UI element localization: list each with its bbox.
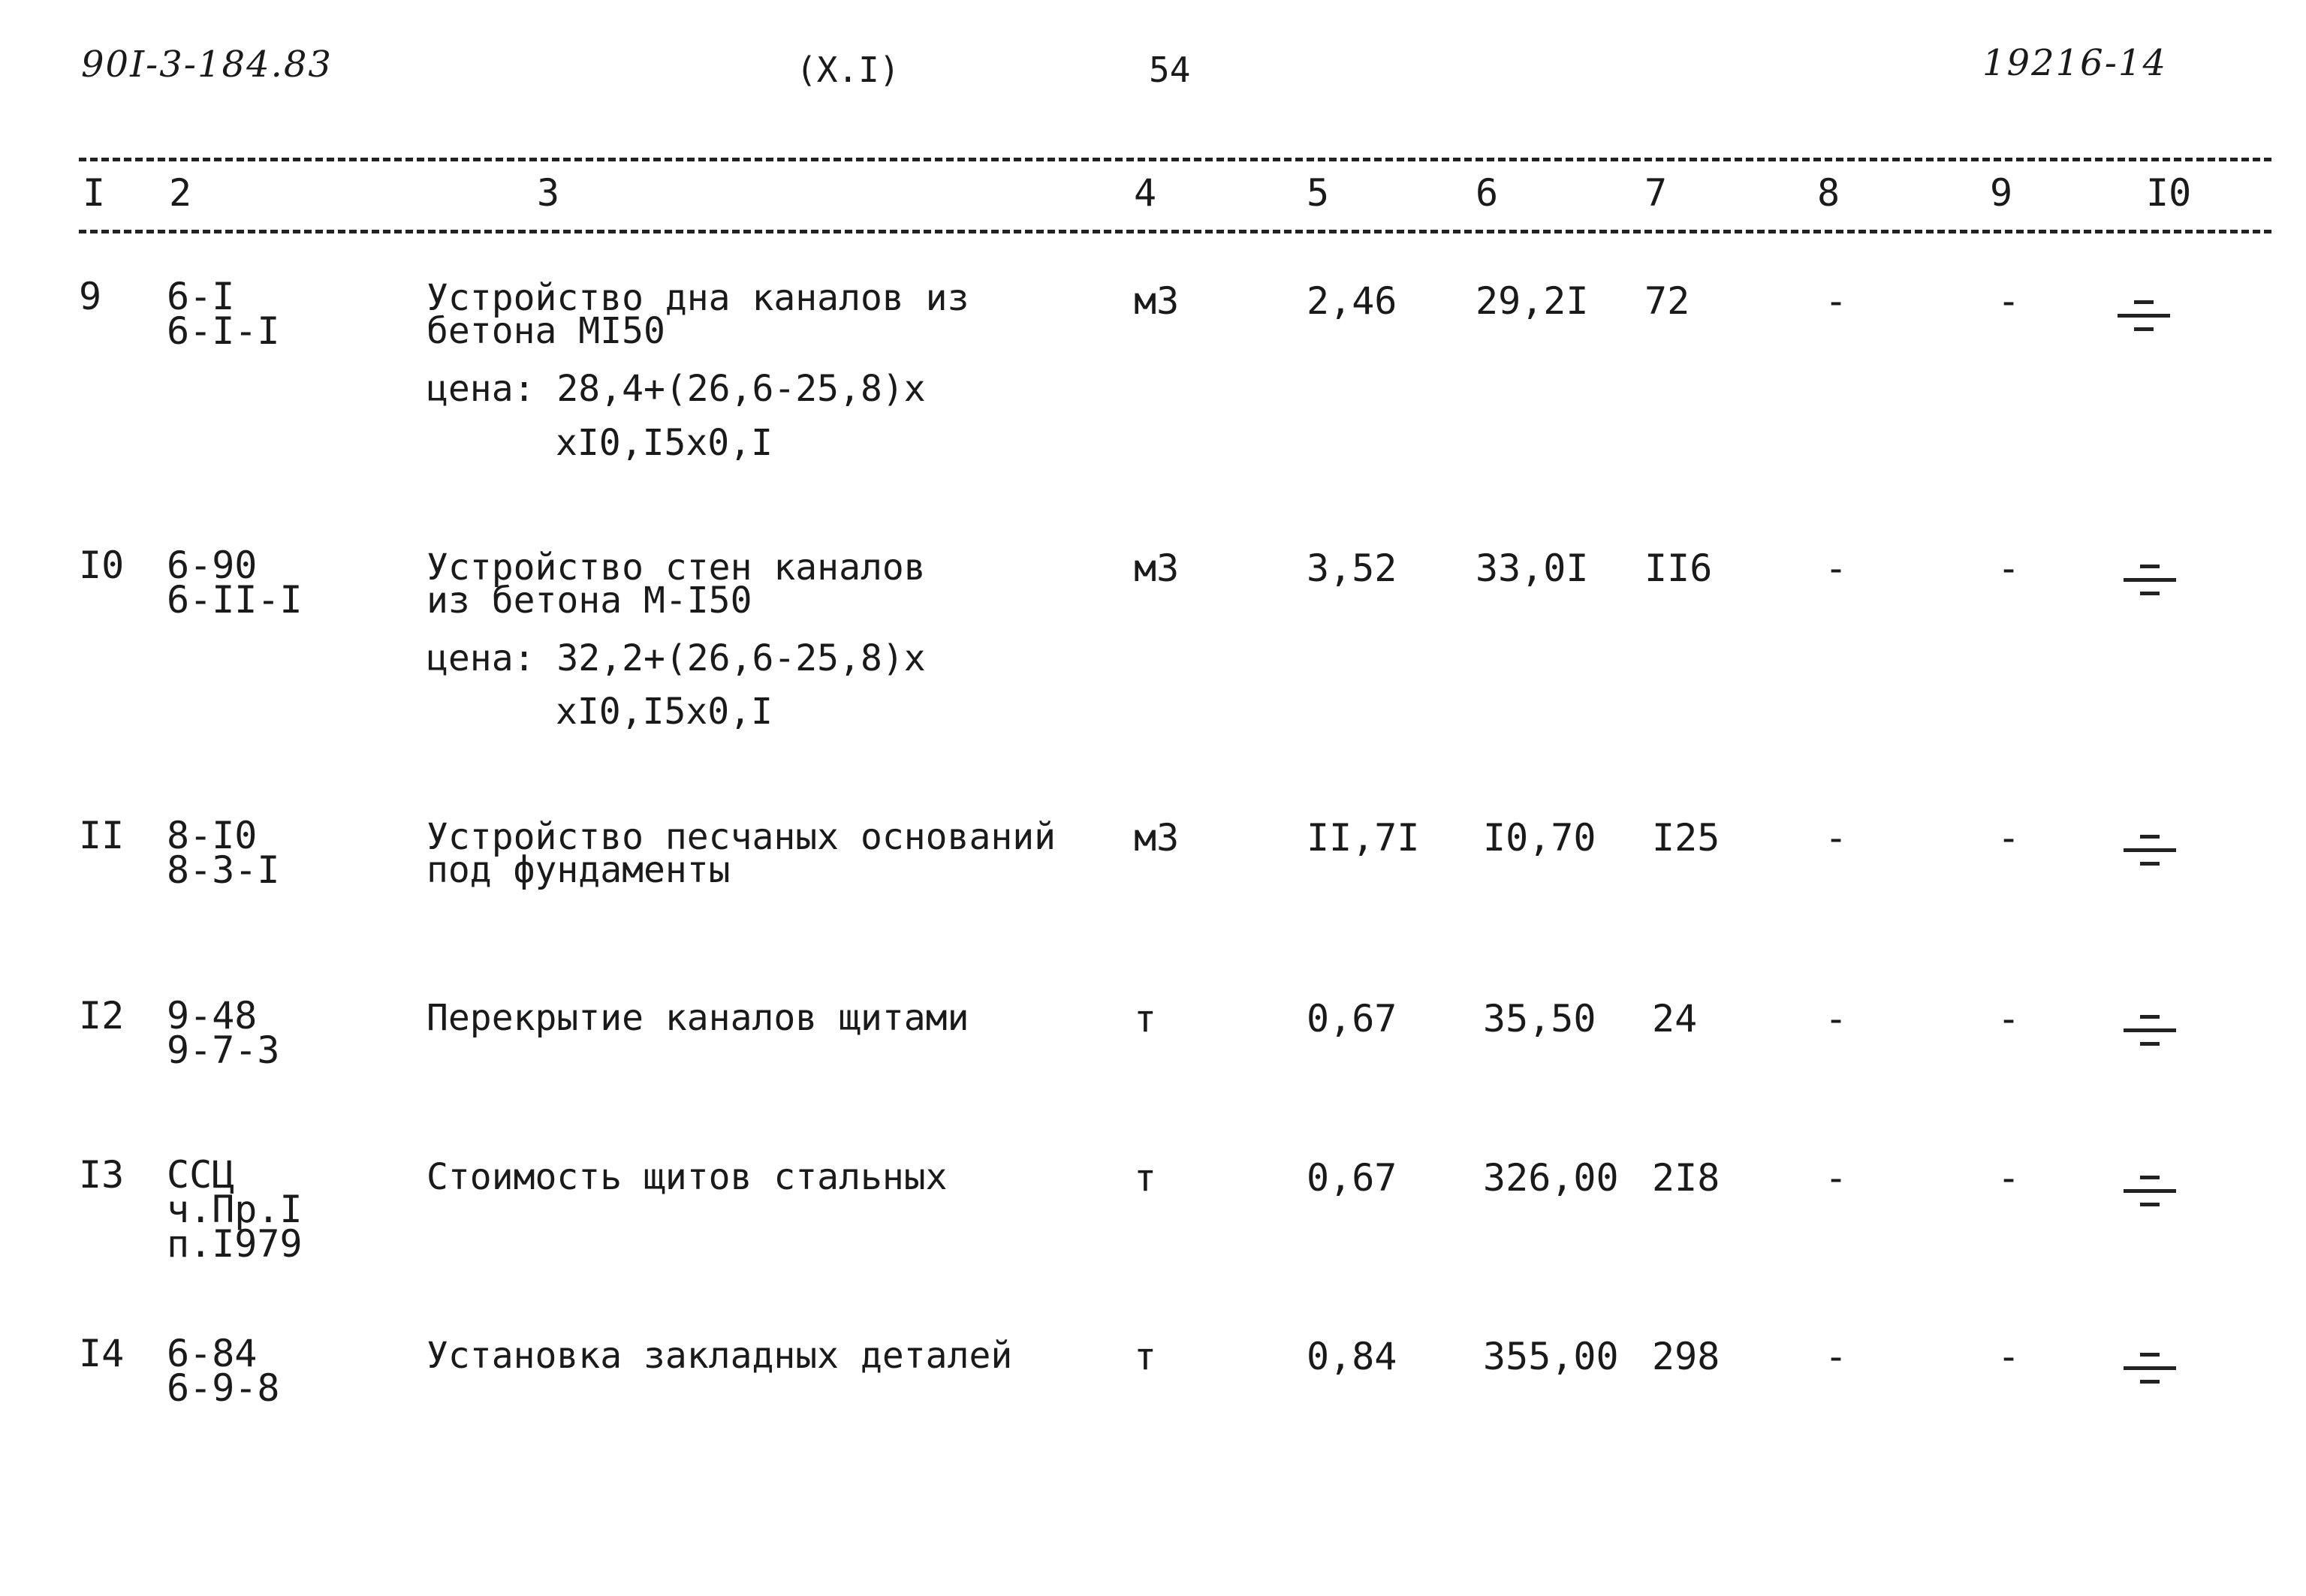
work-description: Стоимость щитов стальных: [427, 1156, 948, 1198]
col9-dash: -: [1997, 997, 2021, 1040]
ditto-mark: [2124, 1015, 2176, 1052]
ditto-mark: [2124, 565, 2176, 602]
work-description: под фундаменты: [427, 849, 731, 891]
rate-code: 6-9-8: [167, 1366, 280, 1410]
col8-dash: -: [1825, 547, 1848, 590]
col8-dash: -: [1825, 997, 1848, 1040]
rate-code: 8-3-I: [167, 848, 280, 892]
row-number: I2: [79, 994, 125, 1037]
page-number: 54: [1149, 50, 1191, 90]
column-number: 5: [1307, 171, 1330, 215]
work-description: бетона MI50: [427, 310, 665, 352]
column-number: I0: [2146, 171, 2192, 215]
col9-dash: -: [1997, 1156, 2021, 1200]
price-formula: цена: 28,4+(26,6-25,8)x: [427, 368, 926, 410]
total-cost: 72: [1644, 279, 1690, 323]
rate-code: ССЦ: [167, 1153, 235, 1197]
unit-cost: 355,00: [1483, 1335, 1619, 1378]
header-rule-top: [79, 158, 2271, 161]
col8-dash: -: [1825, 279, 1848, 323]
quantity: II,7I: [1307, 816, 1420, 860]
work-description: Перекрытие каналов щитами: [427, 997, 969, 1039]
work-description: из бетона M-I50: [427, 580, 752, 622]
inventory-number: 19216-14: [1982, 42, 2167, 84]
total-cost: 2I8: [1652, 1156, 1720, 1200]
col8-dash: -: [1825, 1156, 1848, 1200]
unit-cost: 35,50: [1483, 997, 1596, 1040]
row-number: II: [79, 814, 125, 857]
quantity: 0,67: [1307, 997, 1397, 1040]
rate-code: 6-I-I: [167, 309, 280, 353]
ditto-mark: [2124, 1176, 2176, 1213]
rate-code: 6-II-I: [167, 578, 303, 622]
price-formula: xI0,I5x0,I: [556, 422, 773, 464]
quantity: 3,52: [1307, 547, 1397, 590]
col8-dash: -: [1825, 816, 1848, 860]
ditto-mark: [2118, 300, 2170, 338]
work-description: Устройство дна каналов из: [427, 277, 969, 319]
price-formula: цена: 32,2+(26,6-25,8)x: [427, 637, 926, 679]
unit: т: [1134, 1156, 1157, 1200]
work-description: Устройство песчаных оснований: [427, 816, 1057, 858]
col8-dash: -: [1825, 1335, 1848, 1378]
column-number: 7: [1644, 171, 1668, 215]
col9-dash: -: [1997, 547, 2021, 590]
column-number: 2: [169, 171, 192, 215]
unit: м3: [1134, 279, 1180, 323]
rate-code: 6-84: [167, 1332, 258, 1375]
work-description: Установка закладных деталей: [427, 1335, 1013, 1377]
total-cost: 24: [1652, 997, 1698, 1040]
col9-dash: -: [1997, 1335, 2021, 1378]
column-number: 6: [1476, 171, 1499, 215]
unit: т: [1134, 1335, 1157, 1378]
price-formula: xI0,I5x0,I: [556, 691, 773, 733]
rate-code: п.I979: [167, 1222, 303, 1266]
ditto-mark: [2124, 835, 2176, 872]
rate-code: 6-90: [167, 544, 258, 587]
column-number: 4: [1134, 171, 1157, 215]
ditto-mark: [2124, 1353, 2176, 1390]
row-number: I4: [79, 1332, 125, 1375]
column-number: 3: [537, 171, 560, 215]
rate-code: 8-I0: [167, 814, 258, 857]
unit: т: [1134, 997, 1157, 1040]
unit: м3: [1134, 816, 1180, 860]
row-number: 9: [79, 275, 102, 318]
rate-code: 6-I: [167, 275, 235, 318]
total-cost: II6: [1644, 547, 1713, 590]
column-number: 9: [1990, 171, 2013, 215]
unit: м3: [1134, 547, 1180, 590]
quantity: 2,46: [1307, 279, 1397, 323]
rate-code: ч.Пр.I: [167, 1188, 303, 1231]
col9-dash: -: [1997, 816, 2021, 860]
work-description: Устройство стен каналов: [427, 547, 926, 589]
quantity: 0,67: [1307, 1156, 1397, 1200]
row-number: I3: [79, 1153, 125, 1197]
rate-code: 9-7-3: [167, 1028, 280, 1072]
quantity: 0,84: [1307, 1335, 1397, 1378]
unit-cost: 33,0I: [1476, 547, 1589, 590]
unit-cost: I0,70: [1483, 816, 1596, 860]
total-cost: 298: [1652, 1335, 1720, 1378]
col9-dash: -: [1997, 279, 2021, 323]
header-rule-bottom: [79, 230, 2271, 233]
document-code: 90I-3-184.83: [81, 44, 333, 86]
unit-cost: 29,2I: [1476, 279, 1589, 323]
unit-cost: 326,00: [1483, 1156, 1619, 1200]
rate-code: 9-48: [167, 994, 258, 1037]
column-number: I: [83, 171, 106, 215]
section-label: (X.I): [796, 50, 900, 90]
row-number: I0: [79, 544, 125, 587]
total-cost: I25: [1652, 816, 1720, 860]
column-number: 8: [1817, 171, 1840, 215]
